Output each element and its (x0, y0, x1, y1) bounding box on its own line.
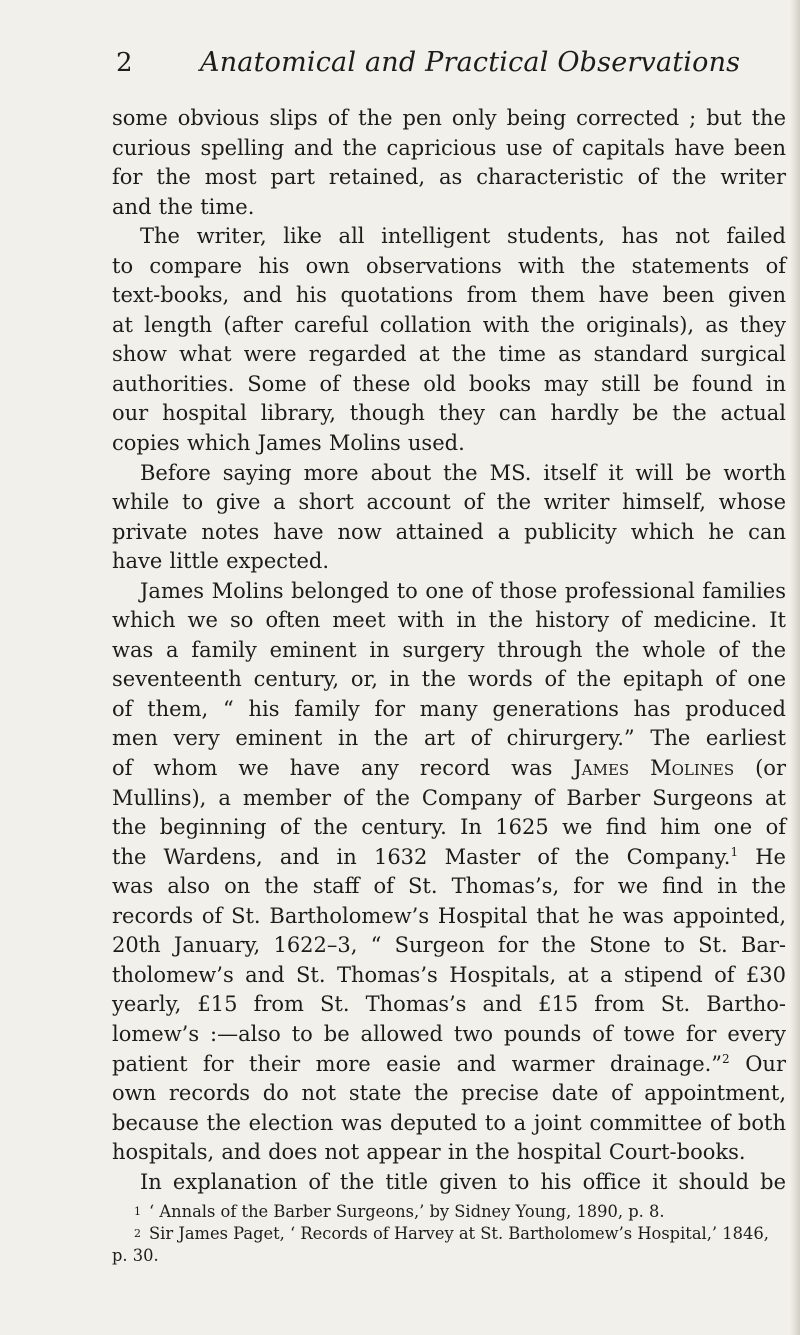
text-line: because the election was deputed to a joint committee of both (112, 1110, 786, 1135)
text-line: lomew’s :—also to be allowed two pounds of towe for every (112, 1021, 786, 1046)
text-line: text-books, and his quotations from them have been given (112, 283, 786, 308)
text-line: records of St. Bartholomew’s Hospital that he was appointed, (112, 903, 786, 928)
text-line: have little expected. (112, 549, 330, 574)
text-line: while to give a short account of the writer himself, whose (112, 490, 786, 515)
text-line: to compare his own observations with the statements of (112, 253, 786, 278)
text-line: own records do not state the precise date of appointment, (112, 1081, 786, 1106)
text-line: our hospital library, though they can hardly be the actual (112, 401, 786, 426)
text-segment: He (738, 844, 786, 869)
text-line: men very eminent in the art of chirurgery.” The earliest (112, 726, 786, 751)
footnote-mark: 1 (134, 1205, 141, 1218)
footnote-2 (112, 1223, 786, 1245)
text-line: Before saying more about the MS. itself it will be worth (140, 460, 786, 485)
footnote-reference: 1 (730, 844, 739, 859)
text-line: was a family eminent in surgery through the whole of the (112, 637, 786, 662)
page-edge-shadow (790, 0, 800, 1335)
text-line: copies which James Molins used. (112, 431, 465, 456)
paragraph-2 (112, 222, 786, 458)
person-name-small-caps: James Molines (573, 756, 735, 781)
running-head: Anatomical and Practical Observations (200, 47, 741, 78)
footnote-2-continuation: p. 30. (112, 1246, 159, 1265)
text-line: show what were regarded at the time as standard surgical (112, 342, 786, 367)
footnote-1 (112, 1201, 786, 1223)
footnote-mark: 2 (134, 1227, 141, 1240)
paragraph-5 (112, 1168, 786, 1198)
text-line: the beginning of the century. In 1625 we find him one of (112, 815, 786, 840)
page-number: 2 (116, 48, 133, 78)
text-line: hospitals, and does not appear in the hospital Court-books. (112, 1140, 746, 1165)
text-line: was also on the staff of St. Thomas’s, for we find in the (112, 874, 786, 899)
body-text (112, 104, 786, 1197)
footnote-text: Sir James Paget, ‘ Records of Harvey at St. Bartholomew’s Hospital,’ 1846, (149, 1224, 769, 1243)
text-segment: (or (734, 756, 786, 781)
text-line: authorities. Some of these old books may still be found in (112, 371, 786, 396)
text-line: private notes have now attained a publicity which he can (112, 519, 786, 544)
text-segment: patient for their more easie and warmer drainage.” (112, 1051, 723, 1076)
text-line: yearly, £15 from St. Thomas’s and £15 from St. Bartho- (112, 992, 786, 1017)
text-line: Mullins), a member of the Company of Barber Surgeons at (112, 785, 786, 810)
text-line: James Molins belonged to one of those professional families (140, 578, 786, 603)
text-line: which we so often meet with in the history of medicine. It (112, 608, 786, 633)
footnotes (112, 1201, 786, 1267)
text-segment: the Wardens, and in 1632 Master of the Company. (112, 844, 731, 869)
text-line: seventeenth century, or, in the words of the epitaph of one (112, 667, 786, 692)
text-segment: Our (729, 1051, 786, 1076)
footnote-reference: 2 (722, 1051, 730, 1066)
text-line: of them, “ his family for many generations has produced (112, 696, 786, 721)
text-line: 20th January, 1622–3, “ Surgeon for the Stone to St. Bar- (112, 933, 786, 958)
text-line: In explanation of the title given to his office it should be (140, 1169, 786, 1194)
text-line (112, 843, 786, 873)
paragraph-4 (112, 577, 786, 1168)
page-header (0, 40, 800, 82)
text-line: tholomew’s and St. Thomas’s Hospitals, at a stipend of £30 (112, 962, 786, 987)
text-segment: of whom we have any record was (112, 756, 574, 781)
text-line: The writer, like all intelligent students, has not failed (140, 224, 786, 249)
paragraph-1 (112, 104, 786, 222)
text-line (112, 1050, 786, 1080)
paragraph-3 (112, 459, 786, 577)
text-line (112, 754, 786, 784)
footnote-text: ‘ Annals of the Barber Surgeons,’ by Sidney Young, 1890, p. 8. (149, 1202, 665, 1221)
text-line: at length (after careful collation with the originals), as they (112, 312, 786, 337)
text-line: and the time. (112, 194, 255, 219)
text-line: for the most part retained, as characteristic of the writer (112, 165, 786, 190)
text-line: some obvious slips of the pen only being corrected ; but the (112, 106, 786, 130)
text-line: curious spelling and the capricious use of capitals have been (112, 135, 786, 160)
